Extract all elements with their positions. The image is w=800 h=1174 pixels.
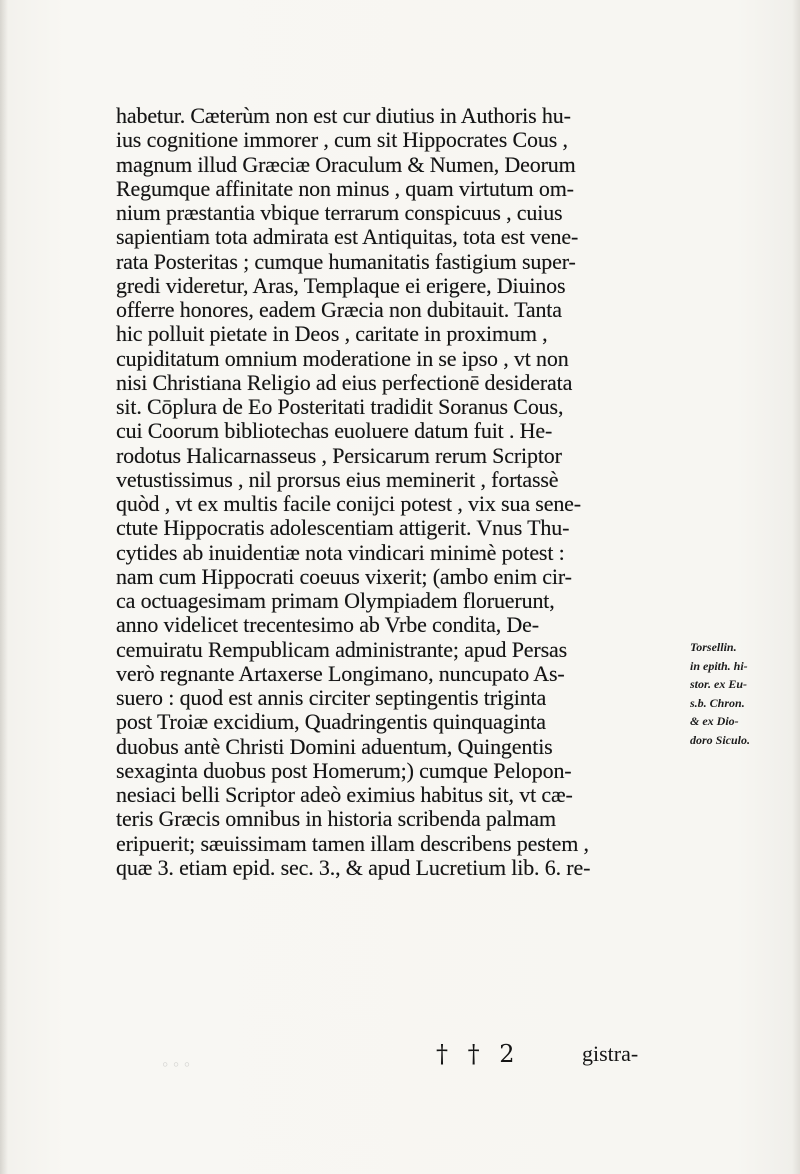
text-line: cui Coorum bibliotechas euoluere datum fuit . He-: [116, 419, 553, 444]
text-line: sexaginta duobus post Homerum;) cumque Pelopon-: [116, 758, 572, 783]
text-line: rata Posteritas ; cumque humanitatis fastigium super-: [116, 249, 576, 274]
margin-note-line: stor. ex Eu-: [690, 677, 748, 691]
marginal-citation-note: [690, 638, 792, 749]
text-line: cemuiratu Rempublicam administrante; apud Persas: [116, 637, 568, 662]
text-line: duobus antè Christi Domini aduentum, Quingentis: [116, 734, 553, 759]
margin-note-line: & ex Dio-: [690, 714, 739, 728]
text-line: verò regnante Artaxerse Longimano, nuncupato As-: [116, 661, 565, 686]
text-line: eripuerit; sæuissimam tamen illam describens pestem ,: [116, 831, 589, 856]
text-line: quæ 3. etiam epid. sec. 3., & apud Lucretium lib. 6. re-: [116, 855, 591, 880]
text-line: nisi Christiana Religio ad eius perfectionē desiderata: [116, 370, 573, 395]
text-line: rodotus Halicarnasseus , Persicarum rerum Scriptor: [116, 443, 562, 468]
page-right-edge-shadow: [792, 0, 800, 1174]
text-line: offerre honores, eadem Græcia non dubitauit. Tanta: [116, 298, 562, 322]
main-text-block: [116, 104, 686, 880]
text-line: Regumque affinitate non minus , quam virtutum om-: [116, 176, 574, 201]
text-line: teris Græcis omnibus in historia scribenda palmam: [116, 807, 556, 832]
margin-note-line: s.b. Chron.: [690, 695, 745, 710]
margin-note-line: doro Siculo.: [690, 732, 751, 747]
text-line: nium præstantia vbique terrarum conspicuus , cuius: [116, 201, 563, 225]
text-line: ca octuagesimam primam Olympiadem floruerunt,: [116, 589, 555, 613]
text-line: hic polluit pietate in Deos , caritate in proximum ,: [116, 322, 548, 347]
page-footer: [0, 1040, 800, 1070]
text-line: habetur. Cæterùm non est cur diutius in Authoris hu-: [116, 104, 571, 128]
text-line: sapientiam tota admirata est Antiquitas, tota est vene-: [116, 225, 579, 250]
text-line: quòd , vt ex multis facile conijci potest , vix sua sene-: [116, 492, 581, 516]
text-line: nam cum Hippocrati coeuus vixerit; (ambo enim cir-: [116, 564, 572, 589]
text-line: magnum illud Græciæ Oraculum & Numen, Deorum: [116, 152, 576, 177]
text-line: cupiditatum omnium moderatione in se ipso , vt non: [116, 346, 569, 371]
text-line: ius cognitione immorer , cum sit Hippocrates Cous ,: [116, 128, 568, 153]
text-line: nesiaci belli Scriptor adeò eximius habitus sit, vt cæ-: [116, 783, 573, 807]
text-line: suero : quod est annis circiter septingentis triginta: [116, 686, 547, 710]
margin-note-line: in epith. hi-: [690, 658, 748, 673]
ink-bleed-through-decoration: ◦ ◦ ◦: [162, 1054, 191, 1074]
signature-mark: † † 2: [436, 1040, 521, 1068]
text-line: ctute Hippocratis adolescentiam attigerit. Vnus Thu-: [116, 516, 570, 541]
text-line: sit. Cōplura de Eo Posteritati tradidit Soranus Cous,: [116, 395, 564, 419]
text-line: post Troiæ excidium, Quadringentis quinquaginta: [116, 710, 546, 735]
text-line: cytides ab inuidentiæ nota vindicari minimè potest :: [116, 540, 565, 565]
text-line: gredi videretur, Aras, Templaque ei erigere, Diuinos: [116, 273, 566, 298]
catchword: gistra-: [582, 1041, 639, 1066]
page-left-edge-shadow: [0, 0, 8, 1174]
margin-note-line: Torsellin.: [690, 640, 737, 654]
text-line: anno videlicet trecentesimo ab Vrbe condita, De-: [116, 613, 539, 638]
text-line: vetustissimus , nil prorsus eius meminerit , fortassè: [116, 467, 559, 492]
